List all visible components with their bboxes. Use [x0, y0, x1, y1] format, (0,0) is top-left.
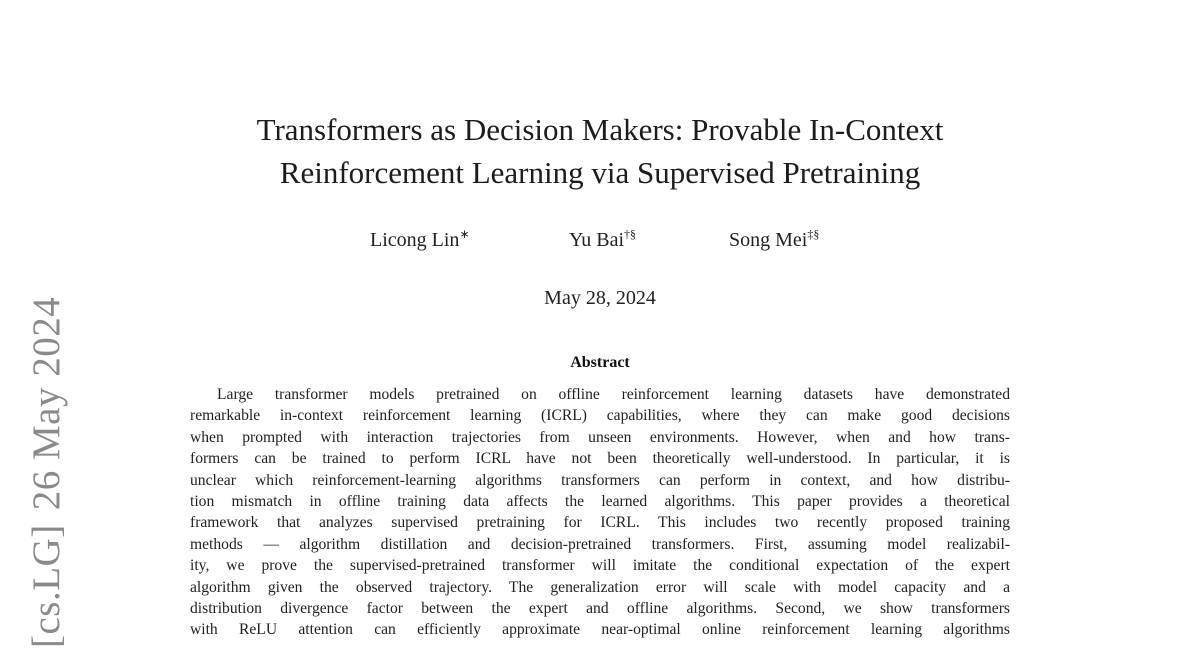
- author-name: Song Mei: [729, 229, 808, 251]
- paper-date: May 28, 2024: [544, 287, 656, 309]
- abstract-line: with ReLU attention can efficiently approximate near-optimal online reinforcement learning algorithms: [190, 621, 1010, 639]
- abstract-body: [190, 384, 1010, 641]
- author-name: Licong Lin: [370, 229, 460, 251]
- author-song-mei: [729, 229, 819, 252]
- author-affiliation-marks: ∗: [459, 227, 470, 241]
- author-licong-lin: [370, 229, 470, 252]
- abstract-heading: Abstract: [570, 354, 630, 371]
- abstract-line: distribution divergence factor between the expert and offline algorithms. Second, we show transformers: [190, 599, 1010, 617]
- abstract-line: algorithm given the observed trajectory. The generalization error will scale with model capacity and a: [190, 578, 1010, 596]
- author-affiliation-marks: †§: [624, 227, 636, 241]
- abstract-line: when prompted with interaction trajectories from unseen environments. However, when and how trans-: [190, 428, 1010, 446]
- author-affiliation-marks: ‡§: [807, 227, 820, 241]
- title-line: Transformers as Decision Makers: Provable In-Context: [256, 112, 944, 147]
- abstract-line: remarkable in-context reinforcement learning (ICRL) capabilities, where they can make good decisions: [190, 407, 1010, 425]
- arxiv-date: 26 May 2024: [25, 296, 68, 511]
- abstract-line: formers can be trained to perform ICRL have not been theoretically well-understood. In particular, it is: [190, 450, 1010, 468]
- abstract-line: unclear which reinforcement-learning algorithms transformers can perform in context, and how distribu-: [190, 471, 1010, 489]
- author-yu-bai: [569, 229, 636, 252]
- abstract-line: Large transformer models pretrained on offline reinforcement learning datasets have demonstrated: [217, 386, 1010, 403]
- arxiv-category: [cs.LG]: [25, 524, 68, 648]
- arxiv-identifier-stamp: [27, 297, 66, 648]
- author-name: Yu Bai: [569, 229, 624, 251]
- abstract-line: methods — algorithm distillation and decision-pretrained transformers. First, assuming model realizabil-: [190, 535, 1010, 553]
- abstract-line: framework that analyzes supervised pretraining for ICRL. This includes two recently proposed training: [190, 514, 1010, 532]
- title-line: Reinforcement Learning via Supervised Pretraining: [279, 155, 921, 190]
- abstract-line: ity, we prove the supervised-pretrained transformer will imitate the conditional expectation of the expert: [190, 557, 1010, 575]
- abstract-line: tion mismatch in offline training data affects the learned algorithms. This paper provides a theoretical: [190, 492, 1010, 510]
- paper-title: [150, 108, 1050, 194]
